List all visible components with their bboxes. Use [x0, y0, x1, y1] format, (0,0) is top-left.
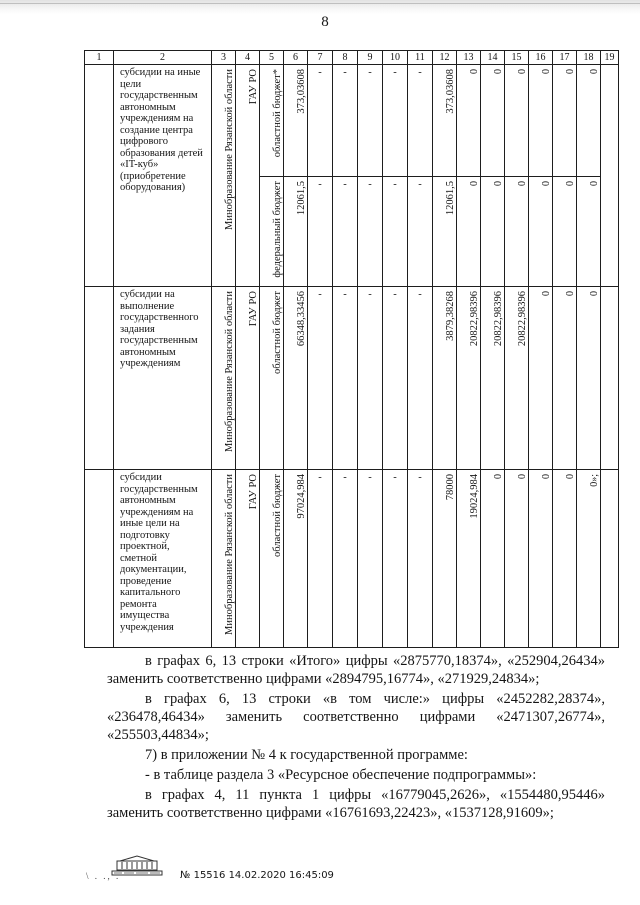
value-cell: - — [333, 470, 358, 648]
value-cell: 0 — [553, 177, 577, 287]
value-cell: 0 — [481, 177, 505, 287]
value-cell: 0 — [529, 177, 553, 287]
total-cell: 66348,33456 — [284, 287, 308, 470]
value-cell: 0 — [529, 65, 553, 177]
value-cell: 0 — [529, 470, 553, 648]
value-cell: - — [308, 65, 333, 177]
total-cell: 373,03608 — [284, 65, 308, 177]
header-cell: 16 — [529, 51, 553, 65]
value-cell: 20822,98396 — [505, 287, 529, 470]
total-cell: 97024,984 — [284, 470, 308, 648]
amendment-paragraph-1: в графах 6, 13 строки «Итого» цифры «2875770,18374», «252904,26434» заменить соответственно цифрами «2894795,16774», «271929,24834»; — [107, 653, 605, 687]
empty-cell — [601, 287, 619, 470]
value-cell: - — [408, 177, 433, 287]
scan-corner-mark: \ . ., . — [86, 871, 121, 881]
row-number-cell — [85, 470, 114, 648]
funding-source-cell: областной бюджет — [260, 470, 284, 648]
value-cell: 0 — [577, 287, 601, 470]
administrator-cell: Минобразование Рязанской области — [212, 65, 236, 287]
value-cell: 0 — [505, 177, 529, 287]
empty-cell — [601, 65, 619, 287]
header-cell: 9 — [358, 51, 383, 65]
value-cell: - — [308, 470, 333, 648]
value-cell: 0»; — [577, 470, 601, 648]
value-cell: 12061,5 — [433, 177, 457, 287]
value-cell: 19024,984 — [457, 470, 481, 648]
table-row — [85, 287, 619, 470]
value-cell: 0 — [481, 470, 505, 648]
value-cell: 3879,38268 — [433, 287, 457, 470]
value-cell: 20822,98396 — [481, 287, 505, 470]
table-row — [85, 65, 619, 177]
value-cell: 0 — [577, 177, 601, 287]
value-cell: 0 — [505, 470, 529, 648]
value-cell: - — [383, 470, 408, 648]
header-cell: 15 — [505, 51, 529, 65]
row-number-cell — [85, 287, 114, 470]
value-cell: - — [308, 287, 333, 470]
funding-source-cell: областной бюджет* — [260, 65, 284, 177]
header-cell: 7 — [308, 51, 333, 65]
header-cell: 4 — [236, 51, 260, 65]
value-cell: - — [308, 177, 333, 287]
registration-stamp-text: № 15516 14.02.2020 16:45:09 — [180, 870, 334, 881]
value-cell: - — [383, 65, 408, 177]
scan-edge — [0, 0, 640, 14]
row-number-cell — [85, 65, 114, 287]
header-cell: 6 — [284, 51, 308, 65]
value-cell: 0 — [505, 65, 529, 177]
value-cell: - — [383, 287, 408, 470]
header-cell: 8 — [333, 51, 358, 65]
value-cell: - — [333, 177, 358, 287]
value-cell: 0 — [457, 177, 481, 287]
value-cell: - — [408, 470, 433, 648]
header-cell: 10 — [383, 51, 408, 65]
value-cell: - — [358, 470, 383, 648]
header-cell: 1 — [85, 51, 114, 65]
measure-description: субсидии на выполнение государственного задания государственным автономным учреждениям — [114, 287, 212, 470]
header-cell: 3 — [212, 51, 236, 65]
value-cell: 373,03608 — [433, 65, 457, 177]
value-cell: - — [333, 65, 358, 177]
value-cell: - — [358, 287, 383, 470]
measure-description: субсидии на иные цели государственным автономным учреждениям на создание центра цифрового образования детей «IT-куб» (приобретение оборудования) — [114, 65, 212, 287]
value-cell: - — [408, 287, 433, 470]
value-cell: 0 — [553, 287, 577, 470]
resource-table — [84, 50, 619, 648]
header-cell: 17 — [553, 51, 577, 65]
administrator-cell: Минобразование Рязанской области — [212, 470, 236, 648]
amendment-item-7: 7) в приложении № 4 к государственной программе: — [145, 747, 468, 763]
value-cell: 0 — [553, 470, 577, 648]
value-cell: - — [383, 177, 408, 287]
value-cell: 0 — [553, 65, 577, 177]
header-cell: 13 — [457, 51, 481, 65]
value-cell: 0 — [481, 65, 505, 177]
header-cell: 14 — [481, 51, 505, 65]
value-cell: - — [358, 177, 383, 287]
measure-description: субсидии государственным автономным учреждениям на иные цели на подготовку проектной, сметной документации, проведение капитального ремонта имущества учреждения — [114, 470, 212, 648]
amendment-paragraph-2: в графах 6, 13 строки «в том числе:» цифры «2452282,28374», «236478,46434» заменить соответственно цифрами «2471307,26774», «255503,44834»; — [107, 691, 605, 743]
administrator-cell: Минобразование Рязанской области — [212, 287, 236, 470]
header-cell: 18 — [577, 51, 601, 65]
executor-cell: ГАУ РО — [236, 65, 260, 287]
value-cell: 0 — [457, 65, 481, 177]
value-cell: - — [333, 287, 358, 470]
header-cell: 2 — [114, 51, 212, 65]
page-number: 8 — [321, 14, 329, 30]
value-cell: - — [358, 65, 383, 177]
empty-cell — [601, 470, 619, 648]
header-cell: 19 — [601, 51, 619, 65]
amendment-paragraph-3: в графах 4, 11 пункта 1 цифры «16779045,2626», «1554480,95446» заменить соответственно цифрами «16761693,22423», «1537128,91609»; — [107, 787, 605, 821]
header-cell: 12 — [433, 51, 457, 65]
value-cell: 0 — [577, 65, 601, 177]
table-header-row — [85, 51, 619, 65]
funding-source-cell: федеральный бюджет — [260, 177, 284, 287]
header-cell: 11 — [408, 51, 433, 65]
executor-cell: ГАУ РО — [236, 287, 260, 470]
total-cell: 12061,5 — [284, 177, 308, 287]
amendment-table-reference: - в таблице раздела 3 «Ресурсное обеспечение подпрограммы»: — [145, 767, 537, 783]
executor-cell: ГАУ РО — [236, 470, 260, 648]
value-cell: 20822,98396 — [457, 287, 481, 470]
value-cell: - — [408, 65, 433, 177]
header-cell: 5 — [260, 51, 284, 65]
funding-source-cell: областной бюджет — [260, 287, 284, 470]
table-row — [85, 470, 619, 648]
value-cell: 78000 — [433, 470, 457, 648]
value-cell: 0 — [529, 287, 553, 470]
